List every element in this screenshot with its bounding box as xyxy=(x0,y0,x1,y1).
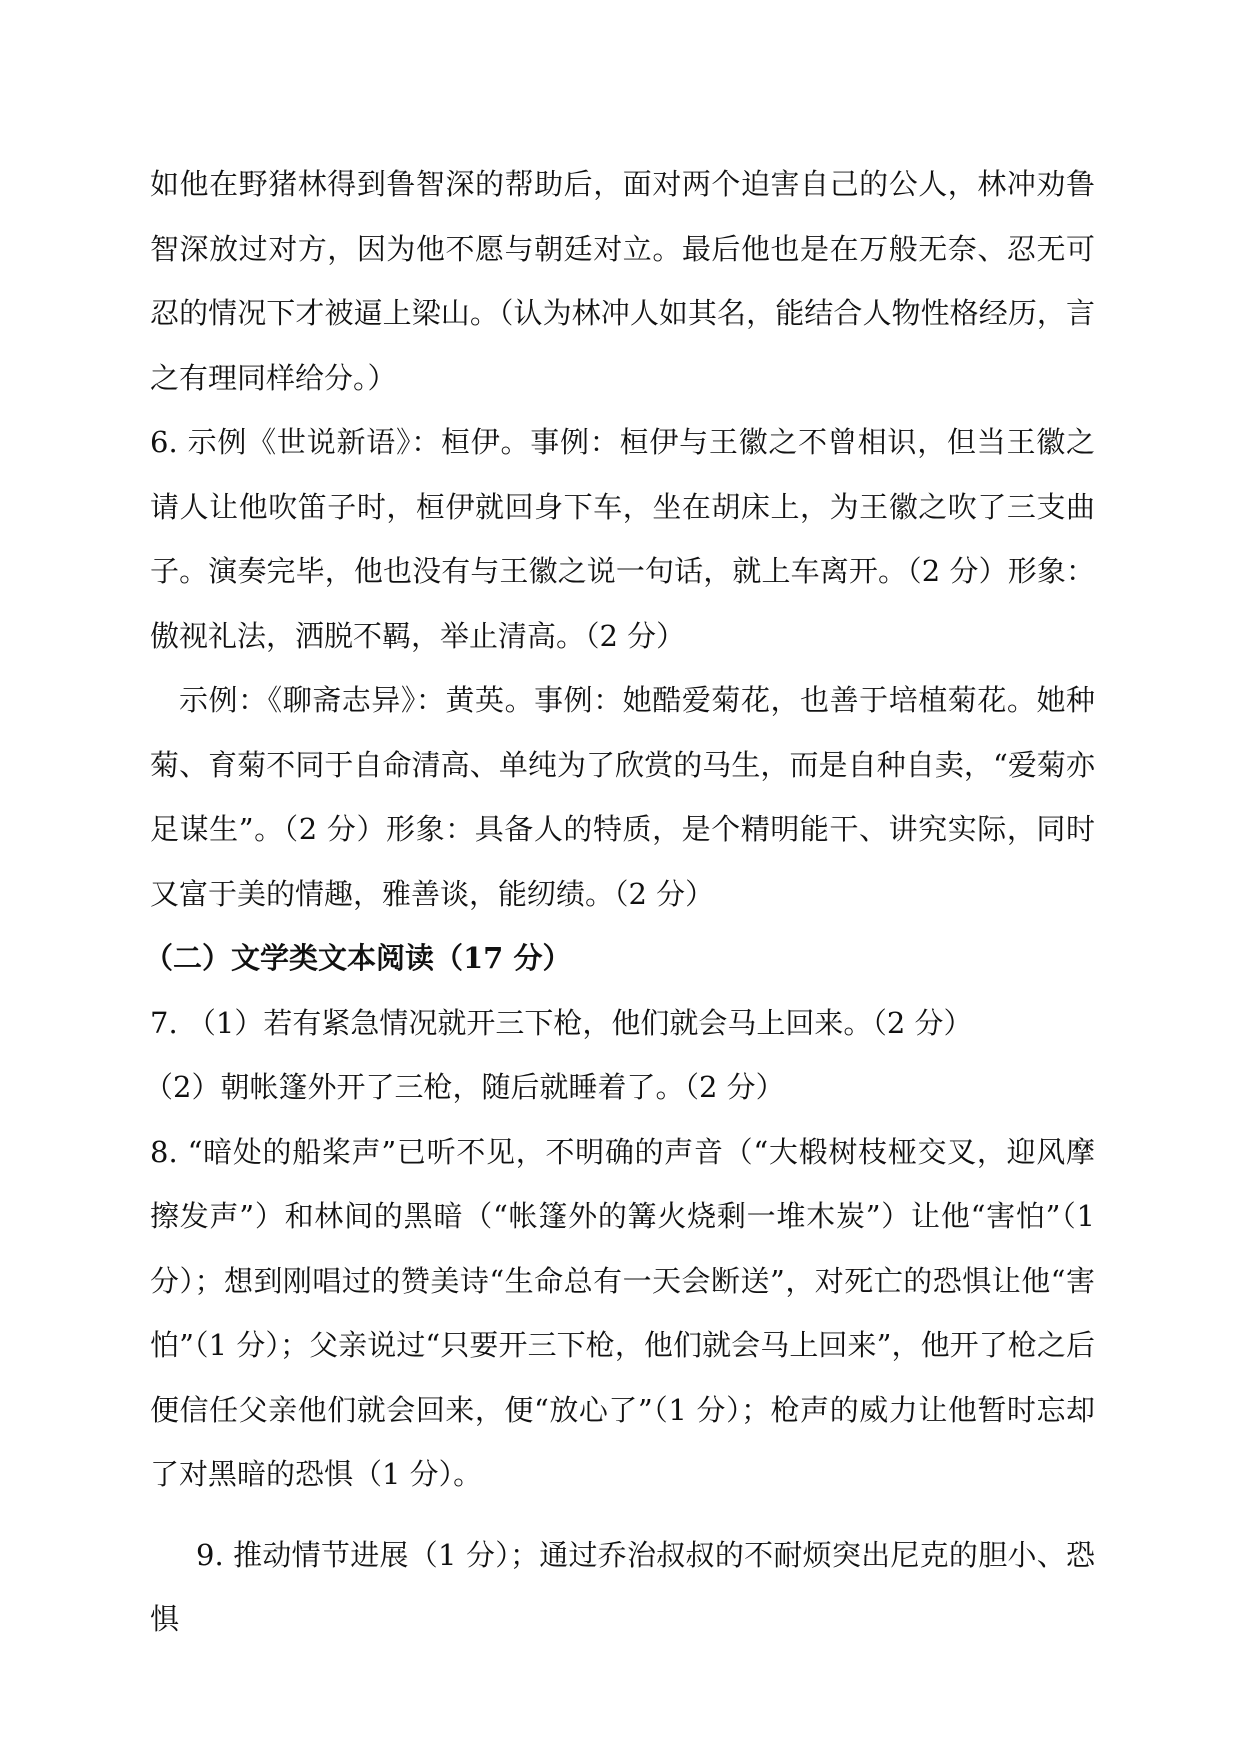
answer-8: 8. “暗处的船桨声”已听不见，不明确的声音（“大椴树枝桠交叉，迎风摩擦发声”）和林间的黑暗（“帐篷外的篝火烧剩一堆木炭”）让他“害怕”（1 分）；想到刚唱过的赞美诗“生命总有一天会断送”，对死亡的恐惧让他“害怕”（1 分）；父亲说过“只要开三下枪，他们就会马上回来”，他开了枪之后便信任父亲他们就会回来，便“放心了”（1 分）；枪声的威力让他暂时忘却了对黑暗的恐惧（1 分）。 xyxy=(150,1134,1095,1491)
answer-6-example-2: 示例：《聊斋志异》：黄英。事例：她酷爱菊花，也善于培植菊花。她种菊、育菊不同于自命清高、单纯为了欣赏的马生，而是自种自卖，“爱菊亦足谋生”。（2 分）形象：具备人的特质，是个精明能干、讲究实际，同时又富于美的情趣，雅善谈，能纫绩。（2 分） xyxy=(150,683,1095,911)
page-content xyxy=(144,152,1095,1652)
answer-9: 9. 推动情节进展（1 分）；通过乔治叔叔的不耐烦突出尼克的胆小、恐惧 xyxy=(150,1537,1095,1636)
section-heading: （二）文学类文本阅读（17 分） xyxy=(144,941,572,975)
answer-7-part-1: 7. （1）若有紧急情况就开三下枪，他们就会马上回来。（2 分） xyxy=(150,1005,973,1040)
answer-6-example-1: 6. 示例《世说新语》：桓伊。事例：桓伊与王徽之不曾相识，但当王徽之请人让他吹笛子时，桓伊就回身下车，坐在胡床上，为王徽之吹了三支曲子。演奏完毕，他也没有与王徽之说一句话，就上车离开。（2 分）形象：傲视礼法，洒脱不羁，举止清高。（2 分） xyxy=(150,425,1095,653)
answer-7-part-2: （2）朝帐篷外开了三枪，随后就睡着了。（2 分） xyxy=(144,1070,785,1104)
paragraph-lin-chong: 如他在野猪林得到鲁智深的帮助后，面对两个迫害自己的公人，林冲劝鲁智深放过对方，因为他不愿与朝廷对立。最后他也是在万般无奈、忍无可忍的情况下才被逼上梁山。（认为林冲人如其名，能结合人物性格经历，言之有理同样给分。） xyxy=(150,167,1095,395)
